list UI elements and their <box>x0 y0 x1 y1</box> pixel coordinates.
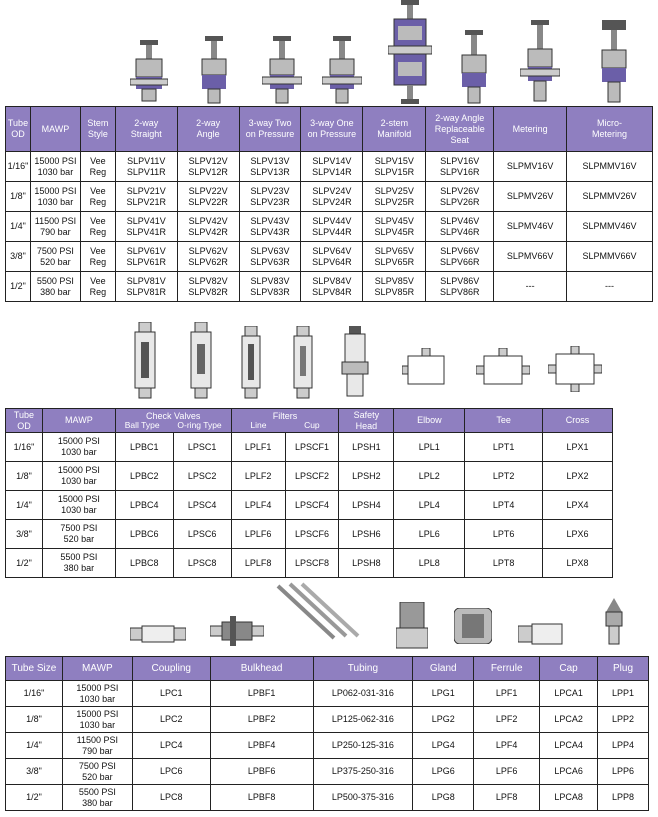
table-cell: SLPV25V SLPV25R <box>363 182 426 212</box>
header-tee: Tee <box>465 409 543 433</box>
table-cell: LPL8 <box>394 549 465 578</box>
header-stem-style: Stem Style <box>80 107 115 152</box>
table-cell: 7500 PSI 520 bar <box>30 242 80 272</box>
valve-image-2way-angle <box>196 36 232 111</box>
header-bulkhead: Bulkhead <box>210 657 313 681</box>
table-cell: SLPMMV26V <box>567 182 653 212</box>
table-cell: LPSH1 <box>339 433 394 462</box>
table-cell: LPBF2 <box>210 707 313 733</box>
table-cell: SLPMV16V <box>494 152 567 182</box>
table-cell: LPF4 <box>474 733 540 759</box>
table-cell: --- <box>567 272 653 302</box>
table-row <box>6 152 653 182</box>
table-row <box>6 707 649 733</box>
table-cell: 7500 PSI 520 bar <box>62 759 132 785</box>
valve-image-micro-metering <box>596 20 632 111</box>
table-cell: LPL2 <box>394 462 465 491</box>
ferrule-image <box>454 608 492 649</box>
filters-label: Filters <box>272 411 298 421</box>
table-cell: LPBC4 <box>115 491 173 520</box>
table-cell: LPSCF8 <box>285 549 339 578</box>
table-cell: LPLF4 <box>231 491 285 520</box>
table-cell: LPCA8 <box>540 785 598 811</box>
table-cell: LPBC8 <box>115 549 173 578</box>
table-cell: SLPMV46V <box>494 212 567 242</box>
table-cell: 1/16" <box>6 152 31 182</box>
table-cell: 11500 PSI 790 bar <box>62 733 132 759</box>
table-cell: LPBC2 <box>115 462 173 491</box>
table-cell: LPT4 <box>465 491 543 520</box>
table-cell: LPF6 <box>474 759 540 785</box>
table-cell: LPSC4 <box>173 491 231 520</box>
table-cell: 1/2" <box>6 549 43 578</box>
table-cell: SLPV43V SLPV43R <box>239 212 301 242</box>
table-cell: LPL6 <box>394 520 465 549</box>
table-cell: LPSC2 <box>173 462 231 491</box>
table-cell: LP125-062-316 <box>313 707 413 733</box>
table-cell: LPP6 <box>598 759 649 785</box>
table-cell: LPSCF2 <box>285 462 339 491</box>
table-cell: LPBF8 <box>210 785 313 811</box>
table-cell: LPC4 <box>132 733 210 759</box>
table-cell: SLPMMV46V <box>567 212 653 242</box>
valve-image-3way-one <box>322 36 362 111</box>
table-cell: LPX2 <box>543 462 613 491</box>
table-cell: SLPV26V SLPV26R <box>426 182 494 212</box>
table-cell: LPSC8 <box>173 549 231 578</box>
table-cell: SLPV15V SLPV15R <box>363 152 426 182</box>
table-cell: 5500 PSI 380 bar <box>42 549 115 578</box>
table-cell: LPC8 <box>132 785 210 811</box>
valve-image-2way-straight <box>130 40 168 109</box>
elbow-image <box>402 348 450 395</box>
table-cell: LPSH4 <box>339 491 394 520</box>
table-cell: LPG1 <box>413 681 474 707</box>
table-cell: LPSCF4 <box>285 491 339 520</box>
filter-cup-image <box>290 326 316 405</box>
valve-image-metering <box>520 20 560 111</box>
table-cell: LPSC6 <box>173 520 231 549</box>
header-2way-angle-seat: 2-way Angle Replaceable Seat <box>426 107 494 152</box>
coupling-image <box>130 624 186 649</box>
table-cell: 3/8" <box>6 520 43 549</box>
table-cell: LP500-375-316 <box>313 785 413 811</box>
table-cell: LPLF6 <box>231 520 285 549</box>
table-cell: 11500 PSI 790 bar <box>30 212 80 242</box>
cap-image <box>518 622 564 651</box>
table-row <box>6 759 649 785</box>
table-cell: SLPMV66V <box>494 242 567 272</box>
tubing-accessories-table <box>5 656 649 811</box>
table-cell: LPC6 <box>132 759 210 785</box>
header-metering: Metering <box>494 107 567 152</box>
table-row <box>6 785 649 811</box>
table-cell: SLPV14V SLPV14R <box>301 152 363 182</box>
table-cell: SLPMMV16V <box>567 152 653 182</box>
table-cell: LPX8 <box>543 549 613 578</box>
table-cell: 15000 PSI 1030 bar <box>30 182 80 212</box>
table-cell: 1/2" <box>6 272 31 302</box>
table-row <box>6 549 613 578</box>
table-cell: 1/16" <box>6 681 63 707</box>
header-coupling: Coupling <box>132 657 210 681</box>
table-cell: SLPV12V SLPV12R <box>177 152 239 182</box>
table-cell: SLPV24V SLPV24R <box>301 182 363 212</box>
table-cell: LPT2 <box>465 462 543 491</box>
table-cell: 15000 PSI 1030 bar <box>30 152 80 182</box>
table-cell: Vee Reg <box>80 152 115 182</box>
table-cell: LPG2 <box>413 707 474 733</box>
table-cell: SLPV22V SLPV22R <box>177 182 239 212</box>
table-cell: LPX1 <box>543 433 613 462</box>
header-tubing: Tubing <box>313 657 413 681</box>
oring-type-label: O-ring Type <box>177 420 222 430</box>
table-cell: SLPMV26V <box>494 182 567 212</box>
header-mawp: MAWP <box>30 107 80 152</box>
table-cell: SLPV13V SLPV13R <box>239 152 301 182</box>
table-cell: LPCA4 <box>540 733 598 759</box>
table-cell: LPP2 <box>598 707 649 733</box>
table-cell: LPLF8 <box>231 549 285 578</box>
table-cell: LPP4 <box>598 733 649 759</box>
fittings-table <box>5 408 613 578</box>
table-cell: LPT8 <box>465 549 543 578</box>
header-3way-one: 3-way One on Pressure <box>301 107 363 152</box>
table-cell: SLPV65V SLPV65R <box>363 242 426 272</box>
table-cell: SLPMMV66V <box>567 242 653 272</box>
valve-image-2stem-manifold <box>388 0 432 109</box>
header-micro-metering: Micro- Metering <box>567 107 653 152</box>
table-cell: SLPV45V SLPV45R <box>363 212 426 242</box>
table-cell: LP062-031-316 <box>313 681 413 707</box>
header-safety-head: Safety Head <box>339 409 394 433</box>
table-cell: SLPV41V SLPV41R <box>115 212 177 242</box>
header-3way-two: 3-way Two on Pressure <box>239 107 301 152</box>
table-cell: LPX6 <box>543 520 613 549</box>
table-cell: LPBF1 <box>210 681 313 707</box>
table-row <box>6 462 613 491</box>
table-cell: SLPV23V SLPV23R <box>239 182 301 212</box>
table-cell: Vee Reg <box>80 182 115 212</box>
header-cap: Cap <box>540 657 598 681</box>
header-tube-od: Tube OD <box>6 409 43 433</box>
table-cell: 1/2" <box>6 785 63 811</box>
table-cell: SLPV66V SLPV66R <box>426 242 494 272</box>
header-2way-angle: 2-way Angle <box>177 107 239 152</box>
table-cell: SLPV62V SLPV62R <box>177 242 239 272</box>
table-cell: 15000 PSI 1030 bar <box>42 491 115 520</box>
table-cell: LPL4 <box>394 491 465 520</box>
bulkhead-image <box>210 616 264 651</box>
table-cell: SLPV83V SLPV83R <box>239 272 301 302</box>
table-cell: LPL1 <box>394 433 465 462</box>
table-cell: Vee Reg <box>80 272 115 302</box>
table-cell: LPC1 <box>132 681 210 707</box>
table-cell: LPCA2 <box>540 707 598 733</box>
table-cell: Vee Reg <box>80 242 115 272</box>
table-cell: LPF1 <box>474 681 540 707</box>
table-cell: 15000 PSI 1030 bar <box>42 462 115 491</box>
table-row <box>6 182 653 212</box>
safety-head-image <box>340 326 370 405</box>
table-cell: SLPV11V SLPV11R <box>115 152 177 182</box>
filter-line-image <box>238 326 264 405</box>
valve-image-2way-angle-seat <box>456 30 492 111</box>
cup-label: Cup <box>304 420 320 430</box>
cross-image <box>548 346 602 397</box>
table-cell: 1/4" <box>6 733 63 759</box>
header-cross: Cross <box>543 409 613 433</box>
table-cell: LPSH2 <box>339 462 394 491</box>
table-cell: SLPV44V SLPV44R <box>301 212 363 242</box>
table-cell: SLPV61V SLPV61R <box>115 242 177 272</box>
table-row <box>6 681 649 707</box>
line-label: Line <box>250 420 267 430</box>
table-cell: SLPV63V SLPV63R <box>239 242 301 272</box>
table-cell: 1/16" <box>6 433 43 462</box>
table-cell: LPF2 <box>474 707 540 733</box>
tubing-image <box>276 582 360 647</box>
table-row <box>6 242 653 272</box>
header-mawp: MAWP <box>62 657 132 681</box>
header-filters <box>231 409 339 433</box>
table-cell: 15000 PSI 1030 bar <box>62 707 132 733</box>
table-cell: 15000 PSI 1030 bar <box>62 681 132 707</box>
table-cell: LPF8 <box>474 785 540 811</box>
plug-image <box>604 598 624 651</box>
table-cell: LPCA6 <box>540 759 598 785</box>
table-row <box>6 733 649 759</box>
table-cell: SLPV82V SLPV82R <box>177 272 239 302</box>
header-elbow: Elbow <box>394 409 465 433</box>
header-plug: Plug <box>598 657 649 681</box>
table-cell: LPSH6 <box>339 520 394 549</box>
table-cell: LPSCF1 <box>285 433 339 462</box>
table-cell: LPBC6 <box>115 520 173 549</box>
header-ferrule: Ferrule <box>474 657 540 681</box>
table-cell: LPLF2 <box>231 462 285 491</box>
table-cell: LPT1 <box>465 433 543 462</box>
table-row <box>6 491 613 520</box>
table-cell: Vee Reg <box>80 212 115 242</box>
table-cell: SLPV81V SLPV81R <box>115 272 177 302</box>
header-2stem-manifold: 2-stem Manifold <box>363 107 426 152</box>
table-cell: LPSH8 <box>339 549 394 578</box>
table-cell: 5500 PSI 380 bar <box>62 785 132 811</box>
header-mawp: MAWP <box>42 409 115 433</box>
table-cell: SLPV84V SLPV84R <box>301 272 363 302</box>
table-cell: LPX4 <box>543 491 613 520</box>
table-cell: LPP8 <box>598 785 649 811</box>
table-cell: 1/8" <box>6 182 31 212</box>
table-cell: SLPV46V SLPV46R <box>426 212 494 242</box>
check-valve-ball-image <box>130 322 160 405</box>
table-cell: LPBC1 <box>115 433 173 462</box>
table-cell: 1/8" <box>6 707 63 733</box>
check-valve-oring-image <box>186 322 216 405</box>
table-cell: LPLF1 <box>231 433 285 462</box>
ball-type-label: Ball Type <box>124 420 160 430</box>
table-cell: SLPV85V SLPV85R <box>363 272 426 302</box>
table-cell: LPBF6 <box>210 759 313 785</box>
header-tube-od: Tube OD <box>6 107 31 152</box>
table-cell: LPT6 <box>465 520 543 549</box>
table-cell: 15000 PSI 1030 bar <box>42 433 115 462</box>
table-cell: 3/8" <box>6 242 31 272</box>
check-valves-label: Check Valves <box>146 411 201 421</box>
header-tube-size: Tube Size <box>6 657 63 681</box>
table-cell: LPG4 <box>413 733 474 759</box>
table-cell: LPG8 <box>413 785 474 811</box>
header-gland: Gland <box>413 657 474 681</box>
table-cell: LPSC1 <box>173 433 231 462</box>
table-cell: 5500 PSI 380 bar <box>30 272 80 302</box>
table-row <box>6 212 653 242</box>
table-cell: SLPV86V SLPV86R <box>426 272 494 302</box>
table-cell: 7500 PSI 520 bar <box>42 520 115 549</box>
valves-table <box>5 106 653 302</box>
header-2way-straight: 2-way Straight <box>115 107 177 152</box>
table-cell: SLPV16V SLPV16R <box>426 152 494 182</box>
tee-image <box>476 348 530 395</box>
table-cell: --- <box>494 272 567 302</box>
table-row <box>6 520 613 549</box>
table-cell: LPP1 <box>598 681 649 707</box>
header-check-valves <box>115 409 231 433</box>
table-row <box>6 433 613 462</box>
table-cell: LPBF4 <box>210 733 313 759</box>
table-cell: LP375-250-316 <box>313 759 413 785</box>
table-cell: LPCA1 <box>540 681 598 707</box>
table-cell: 1/8" <box>6 462 43 491</box>
gland-image <box>396 602 428 655</box>
valve-image-3way-two <box>262 36 302 111</box>
table-cell: SLPV21V SLPV21R <box>115 182 177 212</box>
table-cell: 1/4" <box>6 212 31 242</box>
table-cell: LPSCF6 <box>285 520 339 549</box>
table-cell: LPC2 <box>132 707 210 733</box>
table-cell: 1/4" <box>6 491 43 520</box>
table-row <box>6 272 653 302</box>
table-cell: LP250-125-316 <box>313 733 413 759</box>
table-cell: SLPV64V SLPV64R <box>301 242 363 272</box>
table-cell: SLPV42V SLPV42R <box>177 212 239 242</box>
table-cell: LPG6 <box>413 759 474 785</box>
table-cell: 3/8" <box>6 759 63 785</box>
